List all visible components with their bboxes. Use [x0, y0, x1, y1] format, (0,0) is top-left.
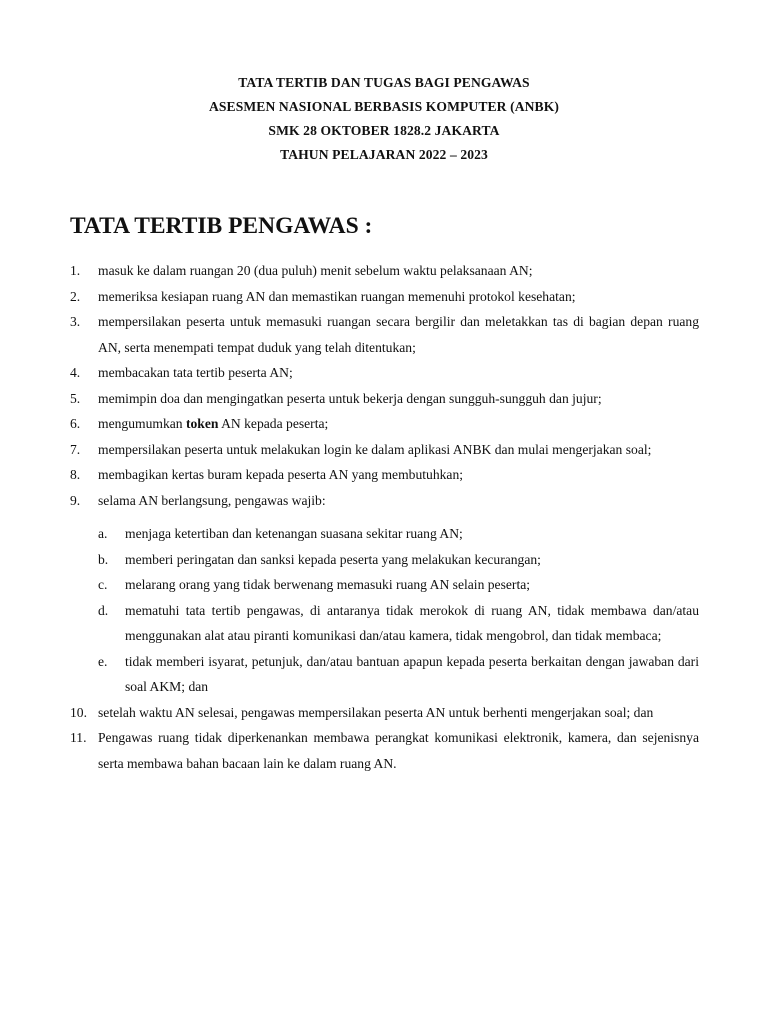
item-number: 4.: [70, 365, 81, 380]
sub-item-letter: a.: [98, 526, 108, 541]
item-number: 6.: [70, 416, 81, 431]
sub-item-text: menjaga ketertiban dan ketenangan suasana sekitar ruang AN;: [125, 526, 463, 541]
item-text: mempersilakan peserta untuk memasuki ruangan secara bergilir dan meletakkan tas di bagian depan ruang AN, serta menempati tempat duduk yang telah ditentukan;: [98, 314, 699, 355]
item-text: memimpin doa dan mengingatkan peserta untuk bekerja dengan sungguh-sungguh dan jujur;: [98, 390, 602, 406]
item-text: setelah waktu AN selesai, pengawas mempersilakan peserta AN untuk berhenti mengerjakan soal; dan: [98, 704, 654, 720]
item-text: selama AN berlangsung, pengawas wajib:: [98, 492, 326, 508]
sub-item-text: memberi peringatan dan sanksi kepada peserta yang melakukan kecurangan;: [125, 551, 541, 567]
item-text: Pengawas ruang tidak diperkenankan membawa perangkat komunikasi elektronik, kamera, dan sejenisnya serta membawa bahan bacaan lain ke dalam ruang AN.: [98, 730, 699, 771]
item-number: 9.: [70, 492, 81, 508]
item-number: 11.: [70, 730, 87, 745]
list-item-2: [70, 284, 699, 310]
list-item-6: [70, 411, 699, 437]
item-number: 7.: [70, 441, 81, 457]
list-item-9: [70, 488, 699, 700]
sub-item-letter: b.: [98, 551, 109, 567]
header-year: TAHUN PELAJARAN 2022 – 2023: [280, 147, 488, 162]
item-text: memeriksa kesiapan ruang AN dan memastikan ruangan memenuhi protokol kesehatan;: [98, 288, 576, 304]
item-text: membacakan tata tertib peserta AN;: [98, 365, 293, 380]
header-school: SMK 28 OKTOBER 1828.2 JAKARTA: [268, 123, 500, 138]
list-item-4: [70, 360, 699, 386]
list-item-7: [70, 437, 699, 463]
list-item-1: [70, 258, 699, 284]
list-item-3: [70, 309, 699, 360]
item-text-after: AN kepada peserta;: [218, 416, 329, 431]
sub-list: [70, 521, 699, 700]
item-number: 1.: [70, 263, 81, 278]
token-keyword: token: [185, 416, 219, 431]
sub-item-text: tidak memberi isyarat, petunjuk, dan/atau bantuan apapun kepada peserta berkaitan dengan jawaban dari soal AKM; dan: [125, 653, 699, 694]
rules-list: [70, 258, 699, 776]
sub-item-c: [70, 572, 699, 598]
item-number: 2.: [70, 288, 81, 304]
list-item-5: [70, 386, 699, 412]
item-text: membagikan kertas buram kepada peserta AN yang membutuhkan;: [98, 467, 464, 482]
item-text: [98, 411, 699, 437]
sub-item-b: [70, 547, 699, 573]
sub-item-e: [70, 649, 699, 700]
header-subtitle: ASESMEN NASIONAL BERBASIS KOMPUTER (ANBK): [208, 99, 560, 114]
list-item-8: [70, 462, 699, 488]
list-item-10: [70, 700, 699, 726]
section-title: TATA TERTIB PENGAWAS :: [70, 213, 373, 239]
item-text-before: mengumumkan: [98, 416, 186, 431]
item-number: 10.: [70, 704, 87, 720]
sub-item-letter: d.: [98, 602, 109, 618]
sub-item-text: melarang orang yang tidak berwenang memasuki ruang AN selain peserta;: [125, 577, 531, 592]
item-number: 8.: [70, 467, 81, 482]
item-number: 3.: [70, 314, 81, 329]
sub-item-text: mematuhi tata tertib pengawas, di antaranya tidak merokok di ruang AN, tidak membawa dan/atau menggunakan alat atau piranti komunikasi dan/atau kamera, tidak mengobrol, dan tidak membaca;: [125, 602, 699, 643]
item-text: masuk ke dalam ruangan 20 (dua puluh) menit sebelum waktu pelaksanaan AN;: [98, 263, 533, 278]
header-title: TATA TERTIB DAN TUGAS BAGI PENGAWAS: [238, 75, 530, 90]
document-header: [0, 71, 768, 167]
list-item-11: [70, 725, 699, 776]
sub-item-letter: e.: [98, 653, 108, 669]
sub-item-d: [70, 598, 699, 649]
sub-item-letter: c.: [98, 577, 108, 592]
item-number: 5.: [70, 390, 81, 406]
sub-item-a: [70, 521, 699, 547]
item-text: mempersilakan peserta untuk melakukan login ke dalam aplikasi ANBK dan mulai mengerjakan soal;: [98, 441, 652, 457]
